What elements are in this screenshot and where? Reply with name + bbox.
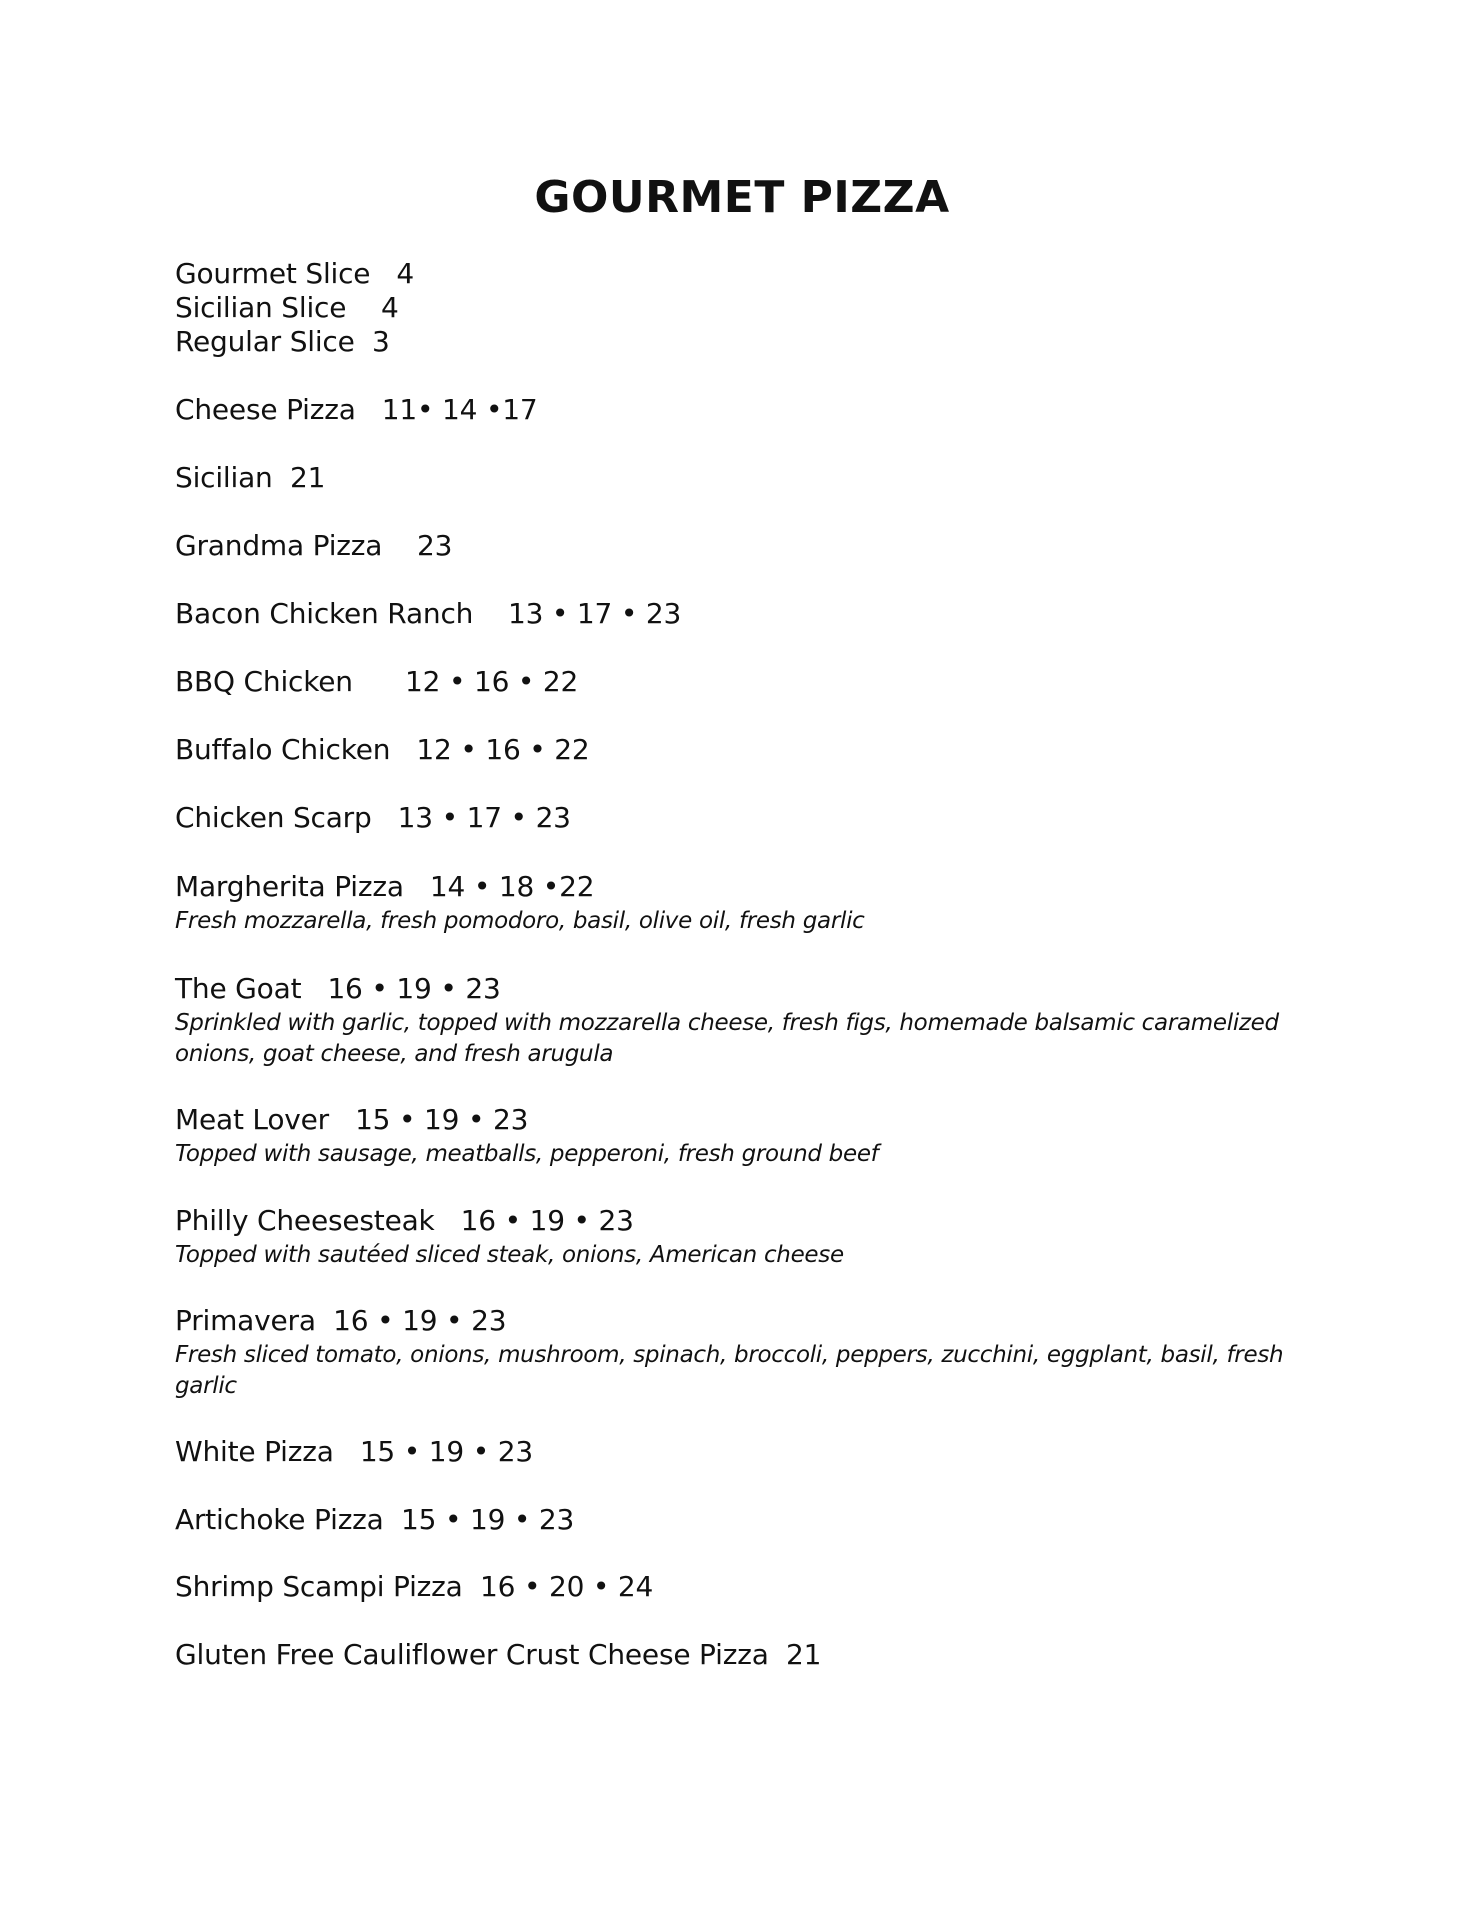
item-philly-cheesesteak: Philly Cheesesteak 16 • 19 • 23 xyxy=(175,1204,634,1237)
slice-gourmet: Gourmet Slice 4 xyxy=(175,257,415,290)
slice-regular: Regular Slice 3 xyxy=(175,325,390,358)
item-shrimp-scampi-pizza: Shrimp Scampi Pizza 16 • 20 • 24 xyxy=(175,1570,654,1603)
item-primavera: Primavera 16 • 19 • 23 xyxy=(175,1304,507,1337)
item-grandma-pizza: Grandma Pizza 23 xyxy=(175,529,453,562)
item-sicilian: Sicilian 21 xyxy=(175,461,326,494)
item-gluten-free-pizza: Gluten Free Cauliflower Crust Cheese Pizza 21 xyxy=(175,1638,822,1671)
item-primavera-desc: Fresh sliced tomato, onions, mushroom, spinach, broccoli, peppers, zucchini, eggplant, basil, fresh garlic xyxy=(175,1342,1284,1399)
menu-title: GOURMET PIZZA xyxy=(534,172,950,223)
item-bbq-chicken: BBQ Chicken 12 • 16 • 22 xyxy=(175,665,579,698)
item-chicken-scarp: Chicken Scarp 13 • 17 • 23 xyxy=(175,801,571,834)
item-the-goat-desc: Sprinkled with garlic, topped with mozzarella cheese, fresh figs, homemade balsamic caramelized onions, goat cheese, and fresh arugula xyxy=(175,1010,1279,1067)
item-buffalo-chicken: Buffalo Chicken 12 • 16 • 22 xyxy=(175,733,590,766)
item-bacon-chicken-ranch: Bacon Chicken Ranch 13 • 17 • 23 xyxy=(175,597,682,630)
item-meat-lover-desc: Topped with sausage, meatballs, pepperoni, fresh ground beef xyxy=(175,1141,879,1167)
item-artichoke-pizza: Artichoke Pizza 15 • 19 • 23 xyxy=(175,1503,575,1536)
slice-sicilian: Sicilian Slice 4 xyxy=(175,291,399,324)
item-the-goat: The Goat 16 • 19 • 23 xyxy=(175,972,501,1005)
item-margherita-desc: Fresh mozzarella, fresh pomodoro, basil, olive oil, fresh garlic xyxy=(175,908,865,934)
item-meat-lover: Meat Lover 15 • 19 • 23 xyxy=(175,1103,529,1136)
item-margherita-pizza: Margherita Pizza 14 • 18 •22 xyxy=(175,870,595,903)
item-cheese-pizza: Cheese Pizza 11• 14 •17 xyxy=(175,393,538,426)
item-white-pizza: White Pizza 15 • 19 • 23 xyxy=(175,1435,533,1468)
item-philly-desc: Topped with sautéed sliced steak, onions, American cheese xyxy=(175,1242,844,1268)
